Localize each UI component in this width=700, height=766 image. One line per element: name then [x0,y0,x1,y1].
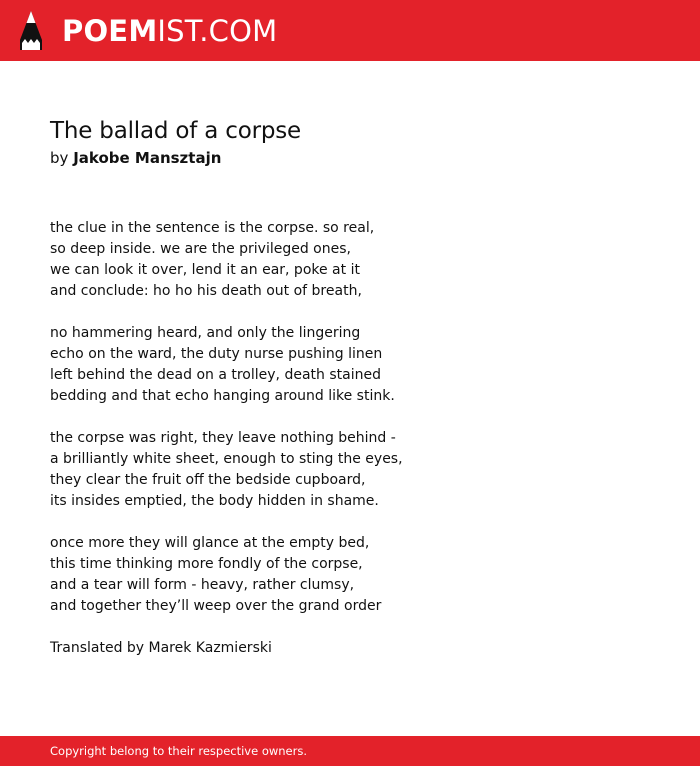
poem-stanza [50,218,650,302]
poem-line: bedding and that echo hanging around like stink. [50,388,395,404]
poem-heading [50,116,650,169]
translator-note [50,638,650,659]
poem-byline [50,147,650,169]
poem-stanza [50,533,650,617]
poem-line: and a tear will form - heavy, rather clumsy, [50,577,355,593]
poem-line: the clue in the sentence is the corpse. so real, [50,220,375,236]
logo-light-text: IST.COM [157,14,278,48]
poem-line: no hammering heard, and only the lingering [50,325,361,341]
copyright-text: Copyright belong to their respective owners. [50,744,308,758]
poem-line: this time thinking more fondly of the corpse, [50,556,363,572]
poem-author: Jakobe Mansztajn [73,149,222,167]
poem-line: echo on the ward, the duty nurse pushing linen [50,346,383,362]
poem-line: so deep inside. we are the privileged ones, [50,241,351,257]
site-header [0,0,700,61]
poem-stanza [50,323,650,407]
poem-line: the corpse was right, they leave nothing behind - [50,430,396,446]
site-logo-link[interactable] [62,13,277,49]
poem-line: and conclude: ho ho his death out of breath, [50,283,362,299]
site-footer [0,736,700,766]
logo-bold-text: POEM [62,14,158,48]
translator-line: Translated by Marek Kazmierski [50,640,272,656]
byline-prefix: by [50,149,69,167]
poem-line: we can look it over, lend it an ear, poke at it [50,262,360,278]
poem-line: a brilliantly white sheet, enough to sting the eyes, [50,451,403,467]
poem-body [50,218,650,680]
poem-stanza [50,428,650,512]
poem-line: once more they will glance at the empty bed, [50,535,370,551]
poem-title: The ballad of a corpse [50,118,301,144]
poem-line: they clear the fruit off the bedside cupboard, [50,472,366,488]
poem-line: left behind the dead on a trolley, death stained [50,367,381,383]
poem-line: its insides emptied, the body hidden in shame. [50,493,379,509]
pencil-tip-icon[interactable] [18,10,44,51]
poem-line: and together they’ll weep over the grand order [50,598,382,614]
